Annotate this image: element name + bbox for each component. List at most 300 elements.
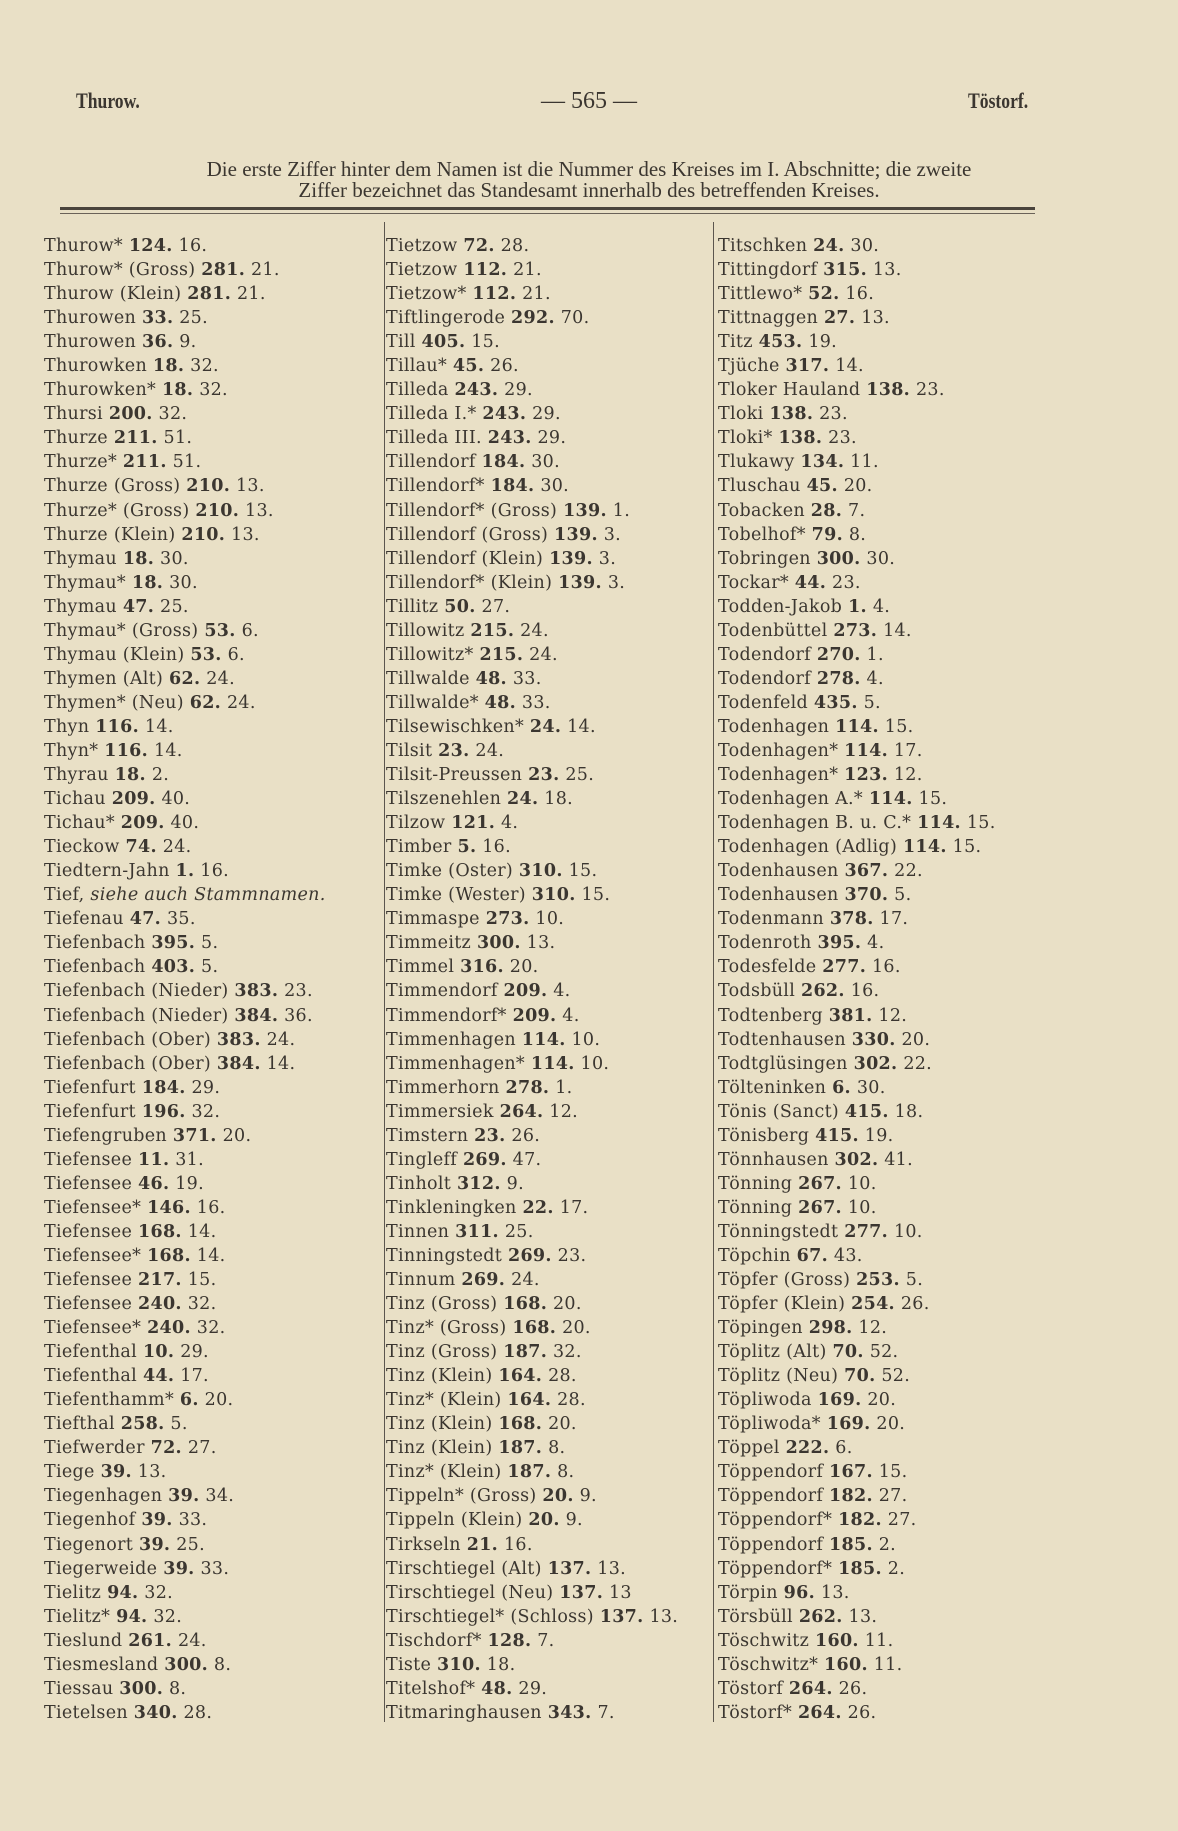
index-entry (44, 474, 326, 498)
index-entry (386, 306, 678, 330)
index-entry (44, 811, 326, 835)
place-name: Todsbüll (718, 981, 796, 1002)
place-name: Titelshof* (386, 1678, 476, 1699)
place-name: Tichau (44, 789, 106, 810)
district-number: 23. (528, 765, 560, 786)
place-name: Tobacken (718, 500, 805, 521)
registry-office-number: 24. (206, 668, 235, 689)
place-name: Tönning (718, 1173, 793, 1194)
index-entry (44, 1388, 326, 1412)
index-entry (44, 1508, 326, 1532)
index-entry (718, 1533, 996, 1557)
place-name: Tingleff (386, 1149, 458, 1170)
district-number: 267. (798, 1197, 842, 1218)
registry-office-number: 14. (835, 356, 864, 377)
district-number: 184. (141, 1077, 186, 1098)
place-name: Tiefenfurt (44, 1101, 136, 1122)
place-name: Tirschtiegel (Neu) (386, 1582, 554, 1603)
district-number: 20. (528, 1510, 560, 1531)
index-entry (44, 1701, 326, 1725)
place-name: Thymau* (Gross) (44, 620, 199, 641)
district-number: 139. (554, 524, 598, 545)
registry-office-number: 32. (144, 1582, 174, 1603)
district-number: 18. (161, 380, 194, 401)
place-name: Timmerhorn (386, 1077, 500, 1098)
registry-office-number: 14. (567, 716, 596, 737)
place-name: Tinz* (Klein) (386, 1390, 502, 1411)
district-number: 269. (462, 1149, 507, 1170)
registry-office-number: 5. (170, 1414, 188, 1435)
index-column-1 (44, 234, 326, 1725)
registry-office-number: 51. (172, 452, 202, 473)
index-entry (718, 547, 996, 571)
registry-office-number: 4. (553, 981, 571, 1002)
index-entry (44, 1677, 326, 1701)
registry-office-number: 16. (503, 1534, 533, 1555)
district-number: 6. (832, 1077, 851, 1098)
registry-office-number: 15. (187, 1270, 217, 1291)
index-entry (386, 1436, 678, 1460)
district-number: 196. (141, 1101, 186, 1122)
index-entry (718, 955, 996, 979)
registry-office-number: 32. (199, 380, 228, 401)
registry-office-number: 33. (521, 692, 551, 713)
column-divider (713, 222, 714, 1722)
place-name: Timmendorf (386, 981, 498, 1002)
registry-office-number: 52. (881, 1366, 911, 1387)
place-name: Tiegenhagen (44, 1486, 163, 1507)
registry-office-number: 9. (565, 1510, 583, 1531)
index-entry (386, 402, 678, 426)
place-name: Thurowken* (44, 380, 157, 401)
place-name: Töppendorf (718, 1462, 824, 1483)
district-number: 169. (826, 1414, 871, 1435)
index-entry (718, 1388, 996, 1412)
index-entry (44, 1629, 326, 1653)
place-name: Thyrau (44, 765, 109, 786)
index-entry (44, 667, 326, 691)
district-number: 168. (138, 1221, 182, 1242)
registry-office-number: 25. (160, 596, 189, 617)
place-name: Thymau* (44, 572, 126, 593)
place-name: Tillendorf (386, 452, 476, 473)
registry-office-number: 15. (966, 813, 996, 834)
index-entry (718, 1484, 996, 1508)
place-name: Todtenhausen (718, 1029, 846, 1050)
registry-office-number: 7. (537, 1630, 555, 1651)
registry-office-number: 26. (490, 356, 519, 377)
index-entry (386, 739, 678, 763)
place-name: Töplitz (Neu) (718, 1366, 839, 1387)
registry-office-number: 36. (284, 1005, 313, 1026)
registry-office-number: 21. (522, 284, 551, 305)
index-entry (718, 1677, 996, 1701)
place-name: Todenfeld (718, 692, 809, 713)
registry-office-number: 5. (201, 957, 219, 978)
place-name: Todenroth (718, 933, 812, 954)
district-number: 310. (437, 1654, 481, 1675)
registry-office-number: 10. (571, 1029, 601, 1050)
district-number: 281. (187, 284, 232, 305)
place-name: Tiefengruben (44, 1125, 167, 1146)
place-name: Todenhagen B. u. C.* (718, 813, 912, 834)
index-entry (718, 1292, 996, 1316)
registry-office-number: 33. (200, 1558, 230, 1579)
registry-office-number: 15. (952, 837, 982, 858)
registry-office-number: 26. (838, 1678, 868, 1699)
district-number: 39. (168, 1486, 200, 1507)
place-name: Tillendorf* (Klein) (386, 572, 553, 593)
district-number: 70. (832, 1342, 864, 1363)
registry-office-number: 15. (878, 1462, 908, 1483)
place-name: Törpin (718, 1582, 778, 1603)
district-number: 44. (142, 1366, 175, 1387)
registry-office-number: 20. (509, 957, 539, 978)
place-name: Töschwitz* (718, 1654, 819, 1675)
index-entry (386, 1653, 678, 1677)
index-entry (44, 1076, 326, 1100)
district-number: 168. (512, 1318, 557, 1339)
index-entry (718, 571, 996, 595)
index-entry (44, 1100, 326, 1124)
place-name: Tölteninken (718, 1077, 827, 1098)
district-number: 53. (204, 620, 236, 641)
index-entry (718, 931, 996, 955)
intro-line-2: Ziffer bezeichnet das Standesamt innerhalb des betreffenden Kreises. (298, 178, 880, 202)
district-number: 264. (797, 1702, 842, 1723)
registry-office-number: 15. (471, 332, 500, 353)
place-name: Thursi (44, 404, 103, 425)
registry-office-number: 12. (893, 765, 923, 786)
district-number: 160. (824, 1654, 868, 1675)
registry-office-number: 10. (535, 909, 565, 930)
place-name: Tloki (718, 404, 764, 425)
registry-office-number: 1. (555, 1077, 573, 1098)
district-number: 185. (829, 1534, 873, 1555)
index-entry (386, 643, 678, 667)
district-number: 94. (116, 1606, 148, 1627)
registry-office-number: 23. (915, 380, 945, 401)
registry-office-number: 23. (557, 1245, 587, 1266)
index-entry (718, 1508, 996, 1532)
index-entry (44, 1028, 326, 1052)
district-number: 277. (844, 1221, 889, 1242)
district-number: 395. (151, 933, 196, 954)
registry-office-number: 12. (878, 1005, 908, 1026)
place-name: Thurze* (44, 452, 118, 473)
district-number: 330. (851, 1029, 896, 1050)
district-number: 27. (823, 308, 856, 329)
place-name: Thymau (Klein) (44, 644, 185, 665)
registry-office-number: 5. (905, 1270, 924, 1291)
place-name: Tloker Hauland (718, 380, 861, 401)
district-number: 300. (816, 548, 861, 569)
index-entry (44, 763, 326, 787)
index-entry (44, 258, 326, 282)
place-name: Tiefensee (44, 1173, 133, 1194)
index-entry (386, 1100, 678, 1124)
index-entry (44, 931, 326, 955)
district-number: 222. (785, 1438, 830, 1459)
registry-office-number: 13. (231, 524, 260, 545)
district-number: 267. (798, 1173, 842, 1194)
place-name: Tilzow (386, 813, 446, 834)
place-name: Tobelhof* (718, 524, 806, 545)
place-name: Todendorf (718, 668, 811, 689)
registry-office-number: 34. (205, 1486, 235, 1507)
district-number: 53. (190, 644, 222, 665)
place-name: Tietzow (386, 236, 458, 256)
index-entry (718, 426, 996, 450)
registry-office-number: 2. (878, 1534, 897, 1555)
place-name: Todenhausen (718, 861, 839, 882)
district-number: 185. (838, 1558, 882, 1579)
index-entry (718, 1653, 996, 1677)
district-number: 343. (547, 1702, 592, 1723)
index-entry (718, 402, 996, 426)
district-number: 240. (138, 1294, 182, 1315)
registry-office-number: 40. (161, 789, 191, 810)
registry-office-number: 16. (200, 861, 230, 882)
index-entry (718, 1605, 996, 1629)
index-entry (718, 1244, 996, 1268)
district-number: 210. (186, 476, 231, 497)
registry-office-number: 25. (179, 308, 208, 329)
index-entry (44, 1605, 326, 1629)
district-number: 300. (119, 1678, 164, 1699)
place-name: Tillendorf* (386, 476, 485, 497)
district-number: 137. (599, 1606, 644, 1627)
district-number: 187. (498, 1438, 543, 1459)
district-number: 46. (138, 1173, 170, 1194)
place-name: Tiefensee (44, 1294, 133, 1315)
registry-office-number: 21. (250, 260, 280, 281)
place-name: Tittlewo* (718, 284, 803, 305)
registry-office-number: 20. (548, 1414, 577, 1435)
district-number: 47. (122, 596, 155, 617)
district-number: 316. (460, 957, 504, 978)
index-entry (44, 739, 326, 763)
district-number: 114. (530, 1053, 575, 1074)
place-name: Thurowen (44, 332, 137, 353)
index-entry (44, 1581, 326, 1605)
registry-office-number: 6. (241, 620, 259, 641)
index-entry (386, 835, 678, 859)
index-entry (718, 258, 996, 282)
district-number: 381. (828, 1005, 873, 1026)
district-number: 395. (817, 933, 862, 954)
place-name: Tirschtiegel* (Schloss) (386, 1606, 594, 1627)
registry-office-number: 52. (869, 1342, 899, 1363)
index-entry (44, 282, 326, 306)
district-number: 39. (163, 1558, 195, 1579)
district-number: 378. (829, 909, 874, 930)
place-name: Timstern (386, 1125, 469, 1146)
index-entry (386, 1196, 678, 1220)
registry-office-number: 15. (581, 885, 611, 906)
index-entry (44, 1268, 326, 1292)
registry-office-number: 2. (151, 765, 170, 786)
index-entry (718, 859, 996, 883)
index-entry (44, 1557, 326, 1581)
registry-office-number: 24. (520, 620, 549, 641)
index-entry (718, 787, 996, 811)
index-entry (44, 523, 326, 547)
index-entry (44, 378, 326, 402)
index-entry (386, 426, 678, 450)
registry-office-number: 27. (887, 1510, 917, 1531)
place-name: Tilleda (386, 380, 449, 401)
index-entry (44, 1484, 326, 1508)
district-number: 184. (481, 452, 526, 473)
place-name: Tippeln (Klein) (386, 1510, 523, 1531)
index-entry (44, 1316, 326, 1340)
index-entry (386, 715, 678, 739)
district-number: 370. (844, 885, 889, 906)
index-entry (718, 1052, 996, 1076)
registry-office-number: 26. (511, 1125, 541, 1146)
district-number: 139. (549, 548, 593, 569)
index-entry (718, 835, 996, 859)
district-number: 200. (108, 404, 153, 425)
district-number: 24. (507, 789, 539, 810)
district-number: 6. (179, 1390, 199, 1411)
registry-office-number: 28. (500, 236, 530, 256)
district-number: 292. (511, 308, 555, 329)
place-name: Tockar* (718, 572, 789, 593)
registry-office-number: 20. (876, 1414, 906, 1435)
registry-office-number: 18. (894, 1101, 924, 1122)
place-name: Tinnum (386, 1270, 456, 1291)
registry-office-number: 28. (183, 1702, 213, 1723)
place-name: Tillendorf* (Gross) (386, 500, 558, 521)
index-entry (718, 354, 996, 378)
registry-office-number: 16. (871, 957, 901, 978)
place-name: Tiefenfurt (44, 1077, 136, 1098)
registry-office-number: 24. (162, 837, 192, 858)
district-number: 134. (800, 452, 845, 473)
registry-office-number: 8. (168, 1678, 187, 1699)
registry-office-number: 10. (847, 1173, 877, 1194)
place-name: Tieckow (44, 837, 120, 858)
index-entry (386, 1292, 678, 1316)
index-entry (386, 547, 678, 571)
place-name: Timmenhagen (386, 1029, 516, 1050)
registry-office-number: 8. (548, 1438, 566, 1459)
district-number: 302. (834, 1149, 879, 1170)
place-name: Tiessau (44, 1678, 114, 1699)
district-number: 1. (175, 861, 195, 882)
district-number: 340. (133, 1702, 178, 1723)
index-entry (44, 787, 326, 811)
place-name: Tönning (718, 1197, 793, 1218)
registry-office-number: 7. (848, 500, 866, 521)
place-name: Todenbüttel (718, 620, 828, 641)
index-entry (718, 1268, 996, 1292)
place-name: Tobringen (718, 548, 811, 569)
place-name: Tiefensee* (44, 1197, 142, 1218)
index-entry (718, 1100, 996, 1124)
district-number: 39. (138, 1534, 171, 1555)
registry-office-number: 4. (562, 1005, 580, 1026)
place-name: Töschwitz (718, 1630, 810, 1651)
district-number: 254. (851, 1294, 895, 1315)
district-number: 62. (189, 692, 222, 713)
district-number: 114. (844, 740, 888, 761)
index-entry (386, 1412, 678, 1436)
place-name: Tillwalde* (386, 692, 479, 713)
place-name: Tönningstedt (718, 1221, 839, 1242)
district-number: 384. (216, 1053, 261, 1074)
registry-office-number: 24. (266, 1029, 296, 1050)
district-number: 310. (531, 885, 576, 906)
index-entry (44, 450, 326, 474)
place-name: Tiege (44, 1462, 95, 1483)
district-number: 243. (487, 428, 532, 449)
district-number: 240. (147, 1318, 191, 1339)
district-number: 435. (813, 692, 858, 713)
registry-office-number: 19. (808, 332, 838, 353)
place-name: Töppendorf* (718, 1558, 833, 1579)
registry-office-number: 20. (222, 1125, 252, 1146)
registry-office-number: 12. (549, 1101, 579, 1122)
place-name: Töpchin (718, 1245, 791, 1266)
index-entry (386, 1316, 678, 1340)
index-entry (386, 1148, 678, 1172)
registry-office-number: 24. (226, 692, 256, 713)
place-name: Töppendorf* (718, 1510, 833, 1531)
registry-office-number: 14. (187, 1221, 217, 1242)
district-number: 45. (806, 476, 838, 497)
registry-office-number: 32. (158, 404, 188, 425)
index-entry (718, 643, 996, 667)
district-number: 405. (421, 332, 466, 353)
registry-office-number: 41. (884, 1149, 913, 1170)
district-number: 18. (114, 765, 146, 786)
index-entry (386, 1533, 678, 1557)
district-number: 384. (234, 1005, 279, 1026)
place-name: Töstorf* (718, 1702, 793, 1723)
index-entry (386, 595, 678, 619)
registry-office-number: 23. (284, 981, 313, 1002)
place-name: Tilleda I.* (386, 404, 477, 425)
index-entry (718, 450, 996, 474)
index-entry (386, 979, 678, 1003)
district-number: 187. (507, 1462, 552, 1483)
place-name: Töplitz (Alt) (718, 1342, 827, 1363)
registry-office-number: 13. (597, 1558, 627, 1579)
registry-office-number: 51. (163, 428, 193, 449)
index-entry (718, 1148, 996, 1172)
district-number: 5. (457, 837, 477, 858)
place-name: Tilsit (386, 740, 433, 761)
index-entry (386, 1340, 678, 1364)
index-column-3 (718, 234, 996, 1725)
registry-office-number: 26. (847, 1702, 877, 1723)
district-number: 10. (142, 1342, 175, 1363)
place-name: Tjüche (718, 356, 780, 377)
place-name: Töpliwoda (718, 1390, 812, 1411)
place-name: Tieslund (44, 1630, 123, 1651)
district-number: 24. (813, 236, 845, 256)
place-name: Tlukawy (718, 452, 795, 473)
place-name: Töpfer (Gross) (718, 1270, 851, 1291)
index-entry (44, 1460, 326, 1484)
place-name: Tillendorf (Klein) (386, 548, 544, 569)
district-number: 52. (808, 284, 840, 305)
district-number: 258. (120, 1414, 165, 1435)
place-name: Thymen (Alt) (44, 668, 164, 689)
